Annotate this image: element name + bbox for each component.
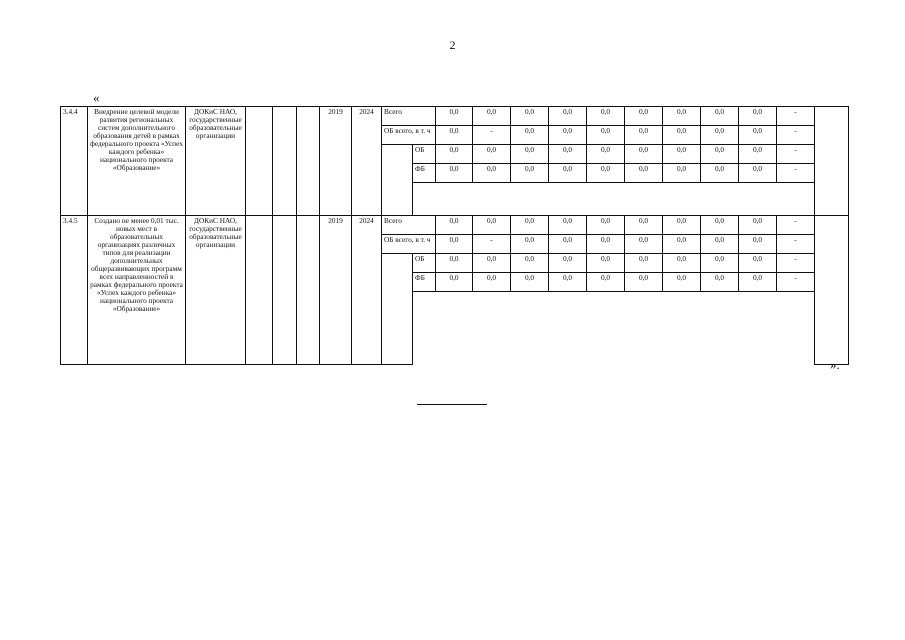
year-start: 2019: [320, 216, 352, 365]
total-value: 0,0: [436, 107, 473, 126]
total-value: 0,0: [549, 107, 587, 126]
program-table: [60, 106, 849, 365]
fb-value: 0,0: [587, 273, 625, 292]
year-end: 2024: [352, 216, 382, 365]
opening-quote: «: [93, 90, 100, 105]
fb-value: 0,0: [549, 164, 587, 183]
empty-cell: [273, 216, 297, 365]
total-label: Всего: [382, 216, 436, 235]
sub-ob-value: 0,0: [436, 145, 473, 164]
ob-value: 0,0: [739, 235, 777, 254]
sub-ob-value: 0,0: [701, 145, 739, 164]
sub-ob-value: 0,0: [587, 145, 625, 164]
fb-label: ФБ: [413, 273, 436, 292]
empty-cell: [382, 254, 413, 365]
ob-value: -: [473, 235, 511, 254]
ob-value: -: [777, 235, 815, 254]
total-value: 0,0: [587, 107, 625, 126]
ob-value: -: [473, 126, 511, 145]
sub-ob-value: 0,0: [587, 254, 625, 273]
ob-value: 0,0: [739, 126, 777, 145]
row-number: 3.4.5: [61, 216, 88, 365]
ob-label: ОБ всего, в т. ч: [382, 235, 436, 254]
total-value: 0,0: [663, 107, 701, 126]
ob-value: -: [777, 126, 815, 145]
sub-ob-value: 0,0: [739, 145, 777, 164]
ob-value: 0,0: [701, 126, 739, 145]
activity-name: Создано не менее 0,01 тыс. новых мест в образовательных организациях различных типов для реализации дополнительных общеразвивающих программ всех направленностей в рамках федерального проекта «Успех каждого ребенка» национального проекта «Образование»: [88, 216, 186, 365]
total-value: 0,0: [625, 216, 663, 235]
executor: ДОКиС НАО, государственные образовательные организации: [186, 107, 246, 216]
sub-ob-value: 0,0: [701, 254, 739, 273]
fb-value: 0,0: [511, 164, 549, 183]
ob-value: 0,0: [549, 235, 587, 254]
fb-label: ФБ: [413, 164, 436, 183]
filler-cell: [413, 183, 815, 216]
fb-value: -: [777, 164, 815, 183]
sub-ob-value: 0,0: [549, 145, 587, 164]
total-value: 0,0: [436, 216, 473, 235]
fb-value: 0,0: [701, 273, 739, 292]
sub-ob-value: 0,0: [473, 254, 511, 273]
total-label: Всего: [382, 107, 436, 126]
fb-value: 0,0: [549, 273, 587, 292]
ob-label: ОБ всего, в т. ч: [382, 126, 436, 145]
total-value: 0,0: [511, 216, 549, 235]
total-value: 0,0: [739, 107, 777, 126]
ob-value: 0,0: [625, 235, 663, 254]
row-number: 3.4.4: [61, 107, 88, 216]
sub-ob-label: ОБ: [413, 254, 436, 273]
total-value: 0,0: [739, 216, 777, 235]
total-value: 0,0: [701, 107, 739, 126]
ob-value: 0,0: [587, 126, 625, 145]
empty-cell: [246, 107, 273, 216]
total-value: -: [777, 107, 815, 126]
fb-value: 0,0: [587, 164, 625, 183]
ob-value: 0,0: [663, 126, 701, 145]
sub-ob-value: -: [777, 254, 815, 273]
total-value: 0,0: [473, 107, 511, 126]
fb-value: 0,0: [625, 164, 663, 183]
fb-value: 0,0: [473, 273, 511, 292]
sub-ob-value: 0,0: [739, 254, 777, 273]
total-value: 0,0: [587, 216, 625, 235]
sub-ob-value: 0,0: [511, 145, 549, 164]
sub-ob-value: 0,0: [663, 254, 701, 273]
year-end: 2024: [352, 107, 382, 216]
total-value: 0,0: [625, 107, 663, 126]
ob-value: 0,0: [701, 235, 739, 254]
page-number: 2: [449, 38, 456, 52]
sub-ob-value: -: [777, 145, 815, 164]
total-value: 0,0: [511, 107, 549, 126]
fb-value: 0,0: [701, 164, 739, 183]
fb-value: 0,0: [473, 164, 511, 183]
empty-cell: [273, 107, 297, 216]
ob-value: 0,0: [436, 126, 473, 145]
ob-value: 0,0: [511, 126, 549, 145]
year-start: 2019: [320, 107, 352, 216]
fb-value: 0,0: [739, 164, 777, 183]
total-value: -: [777, 216, 815, 235]
empty-cell: [382, 145, 413, 216]
empty-cell: [246, 216, 273, 365]
sub-ob-value: 0,0: [663, 145, 701, 164]
ob-value: 0,0: [436, 235, 473, 254]
fb-value: 0,0: [436, 164, 473, 183]
fb-value: -: [777, 273, 815, 292]
total-value: 0,0: [549, 216, 587, 235]
ob-value: 0,0: [511, 235, 549, 254]
total-value: 0,0: [663, 216, 701, 235]
fb-value: 0,0: [663, 273, 701, 292]
activity-name: Внедрение целевой модели развития региональных систем дополнительного образования детей в рамках федерального проекта «Успех каждого ребенка» национального проекта «Образование»: [88, 107, 186, 216]
empty-cell: [815, 107, 849, 216]
fb-value: 0,0: [436, 273, 473, 292]
sub-ob-value: 0,0: [549, 254, 587, 273]
signature-line: [417, 404, 487, 405]
empty-cell: [815, 216, 849, 365]
ob-value: 0,0: [587, 235, 625, 254]
sub-ob-value: 0,0: [436, 254, 473, 273]
fb-value: 0,0: [739, 273, 777, 292]
fb-value: 0,0: [511, 273, 549, 292]
ob-value: 0,0: [663, 235, 701, 254]
fb-value: 0,0: [663, 164, 701, 183]
ob-value: 0,0: [549, 126, 587, 145]
total-value: 0,0: [701, 216, 739, 235]
executor: ДОКиС НАО, государственные образовательные организации: [186, 216, 246, 365]
sub-ob-value: 0,0: [473, 145, 511, 164]
sub-ob-value: 0,0: [625, 145, 663, 164]
filler-cell: [413, 292, 815, 365]
fb-value: 0,0: [625, 273, 663, 292]
closing-quote: ».: [830, 357, 840, 372]
empty-cell: [297, 107, 320, 216]
sub-ob-value: 0,0: [625, 254, 663, 273]
total-value: 0,0: [473, 216, 511, 235]
empty-cell: [297, 216, 320, 365]
ob-value: 0,0: [625, 126, 663, 145]
sub-ob-value: 0,0: [511, 254, 549, 273]
sub-ob-label: ОБ: [413, 145, 436, 164]
